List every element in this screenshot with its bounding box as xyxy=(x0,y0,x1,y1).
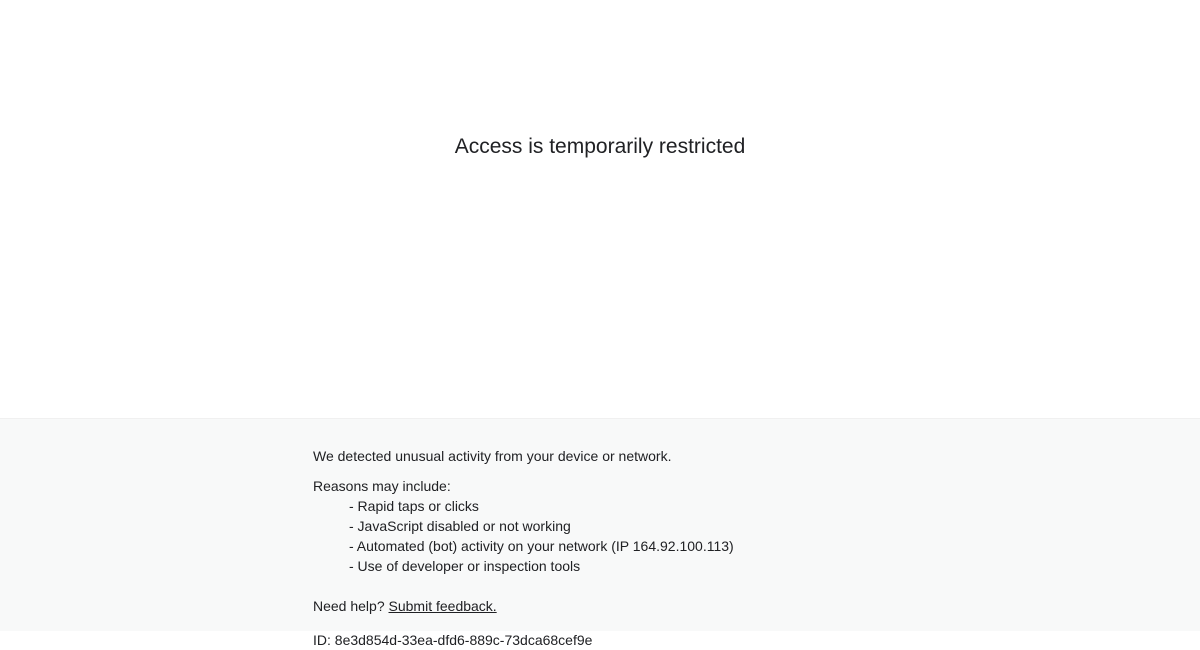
submit-feedback-link[interactable]: Submit feedback. xyxy=(388,598,497,614)
details-block xyxy=(313,446,1113,650)
details-panel xyxy=(0,418,1200,648)
unusual-activity-message: We detected unusual activity from your device or network. xyxy=(313,448,672,464)
help-prefix-text: Need help? xyxy=(313,598,389,614)
list-item: - JavaScript disabled or not working xyxy=(349,518,571,534)
list-item: - Use of developer or inspection tools xyxy=(349,558,581,574)
help-line xyxy=(313,596,1113,616)
page-title: Access is temporarily restricted xyxy=(454,135,746,158)
request-id-text: ID: 8e3d854d-33ea-dfd6-889c-73dca68cef9e xyxy=(313,632,593,648)
list-item: - Rapid taps or clicks xyxy=(349,498,479,514)
reasons-list xyxy=(313,496,1113,576)
reasons-title: Reasons may include: xyxy=(313,478,451,494)
list-item: - Automated (bot) activity on your network (IP 164.92.100.113) xyxy=(349,538,734,554)
